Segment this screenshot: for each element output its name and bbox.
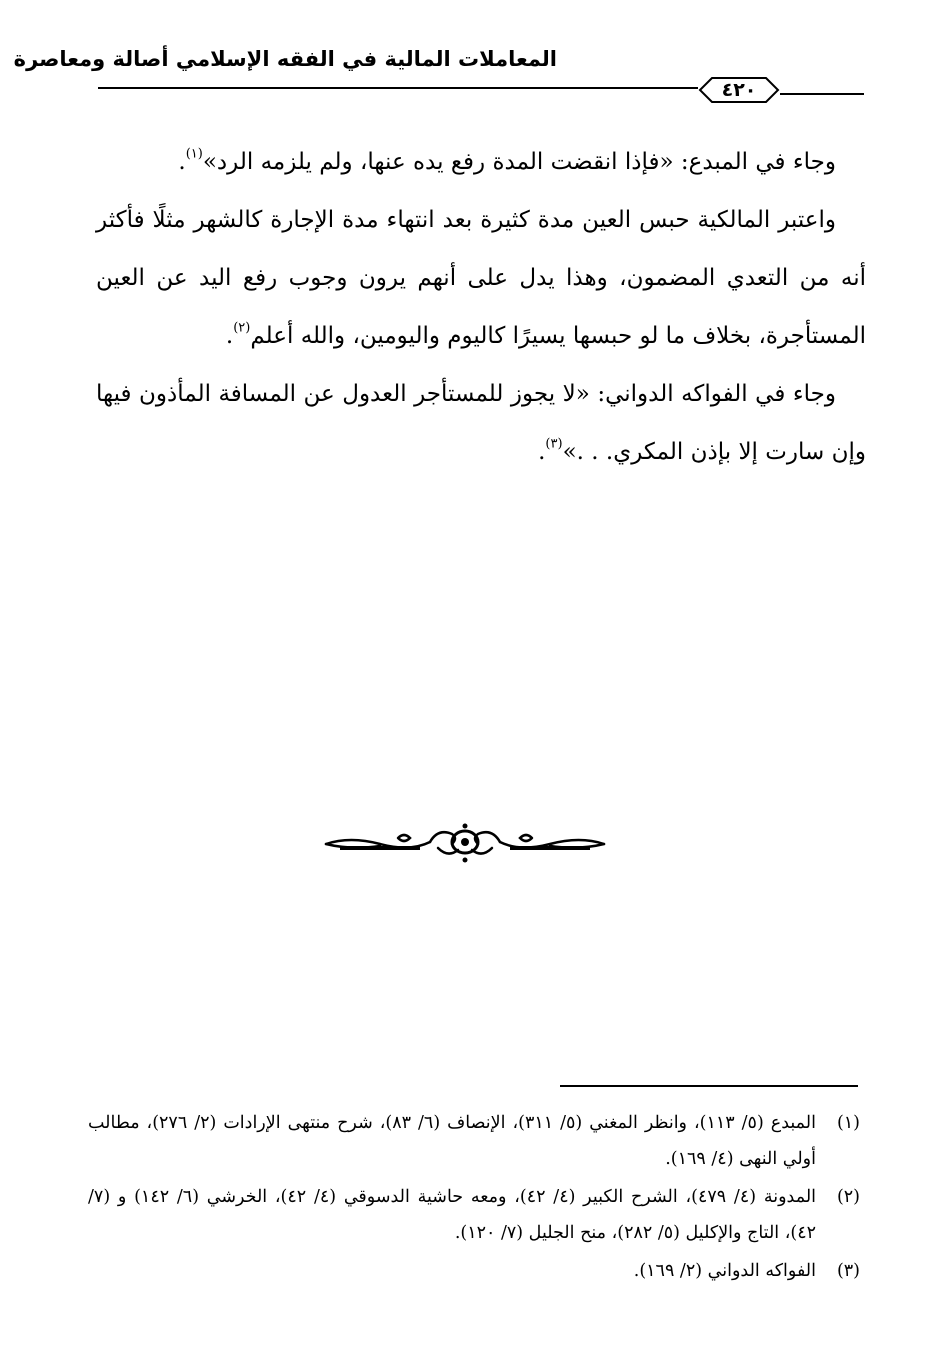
footnote-ref[interactable]: (٢) [233,320,251,336]
footnote-separator [560,1085,858,1087]
header-rule [98,87,698,89]
paragraph [96,133,866,191]
paragraph-text: وجاء في المبدع: «فإذا انقضت المدة رفع يده عنها، ولم يلزمه الرد» [202,149,836,175]
footnote [88,1253,860,1289]
footnote-number: (١) [836,1113,860,1133]
footnote [88,1105,860,1177]
footnotes [88,1105,860,1291]
footnote-ref[interactable]: (٣) [545,436,563,452]
paragraph-text: وجاء في الفواكه الدواني: «لا يجوز للمستأجر العدول عن المسافة المأذون فيها وإن سارت إلا بإذن المكري. . .» [96,381,866,465]
paragraph-end: . [178,149,186,175]
footnote-number: (٢) [836,1187,860,1207]
footnote-ref[interactable]: (١) [185,146,203,162]
page-number-frame [696,75,782,105]
paragraph [96,191,866,365]
page-number: ٤٢٠ [721,79,757,101]
footnote-number: (٣) [836,1261,860,1281]
paragraph [96,365,866,481]
main-body [96,133,866,481]
running-header-title: المعاملات المالية في الفقه الإسلامي أصالة ومعاصرة [13,47,557,71]
paragraph-text: واعتبر المالكية حبس العين مدة كثيرة بعد انتهاء مدة الإجارة كالشهر مثلًا فأكثر أنه من التعدي المضمون، وهذا يدل على أنهم يرون وجوب رفع اليد عن العين المستأجرة، بخلاف ما لو حبسها يسيرًا كاليوم واليومين، والله أعلم [96,207,866,349]
paragraph-end: . [225,323,234,349]
header-rule-short [780,93,864,95]
footnote [88,1179,860,1251]
footnote-text: المدونة (٤/ ٤٧٩)، الشرح الكبير (٤/ ٤٢)، ومعه حاشية الدسوقي (٤/ ٤٢)، الخرشي (٦/ ١٤٢) و (٧/ ٤٢)، التاج والإكليل (٥/ ٢٨٢)، منح الجليل (٧/ ١٢٠). [88,1187,817,1243]
section-ornament-icon [320,822,610,866]
footnote-text: الفواكه الدواني (٢/ ١٦٩). [633,1261,816,1281]
footnote-text: المبدع (٥/ ١١٣)، وانظر المغني (٥/ ٣١١)، الإنصاف (٦/ ٨٣)، شرح منتهى الإرادات (٢/ ٢٧٦)، مطالب أولي النهى (٤/ ١٦٩). [88,1113,816,1169]
paragraph-end: . [538,439,546,465]
